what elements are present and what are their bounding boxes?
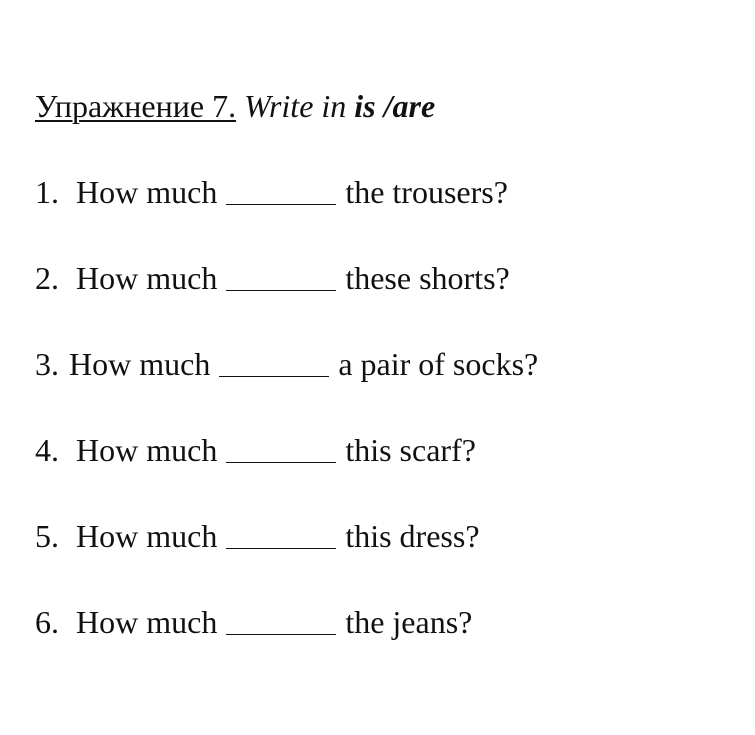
item-number: 1. xyxy=(35,174,59,210)
item-lead: How much xyxy=(69,346,211,382)
exercise-item xyxy=(35,424,735,476)
item-lead: How much xyxy=(76,518,218,554)
item-tail: this scarf? xyxy=(345,432,476,468)
item-number: 5. xyxy=(35,518,59,554)
item-tail: these shorts? xyxy=(345,260,510,296)
item-number: 6. xyxy=(35,604,59,640)
item-lead: How much xyxy=(76,174,218,210)
answer-blank[interactable] xyxy=(226,610,336,635)
answer-blank[interactable] xyxy=(219,352,329,377)
worksheet xyxy=(35,80,735,682)
answer-blank[interactable] xyxy=(226,438,336,463)
answer-blank[interactable] xyxy=(226,524,336,549)
item-tail: the jeans? xyxy=(345,604,473,640)
item-number: 2. xyxy=(35,260,59,296)
exercise-item xyxy=(35,510,735,562)
exercise-label: Упражнение 7. xyxy=(35,88,237,124)
exercise-instruction xyxy=(244,88,435,124)
option-separator: / xyxy=(383,88,393,124)
item-lead: How much xyxy=(76,432,218,468)
exercise-item xyxy=(35,338,735,390)
item-lead: How much xyxy=(76,604,218,640)
exercise-items xyxy=(35,166,735,648)
exercise-item xyxy=(35,596,735,648)
option-is: is xyxy=(354,88,376,124)
exercise-heading xyxy=(35,80,735,132)
item-tail: the trousers? xyxy=(345,174,508,210)
answer-blank[interactable] xyxy=(226,266,336,291)
item-tail: a pair of socks? xyxy=(338,346,539,382)
instruction-prefix: Write in xyxy=(244,88,347,124)
option-are: are xyxy=(392,88,436,124)
item-tail: this dress? xyxy=(345,518,480,554)
item-number: 4. xyxy=(35,432,59,468)
exercise-item xyxy=(35,166,735,218)
item-number: 3. xyxy=(35,346,59,382)
answer-blank[interactable] xyxy=(226,180,336,205)
exercise-item xyxy=(35,252,735,304)
item-lead: How much xyxy=(76,260,218,296)
